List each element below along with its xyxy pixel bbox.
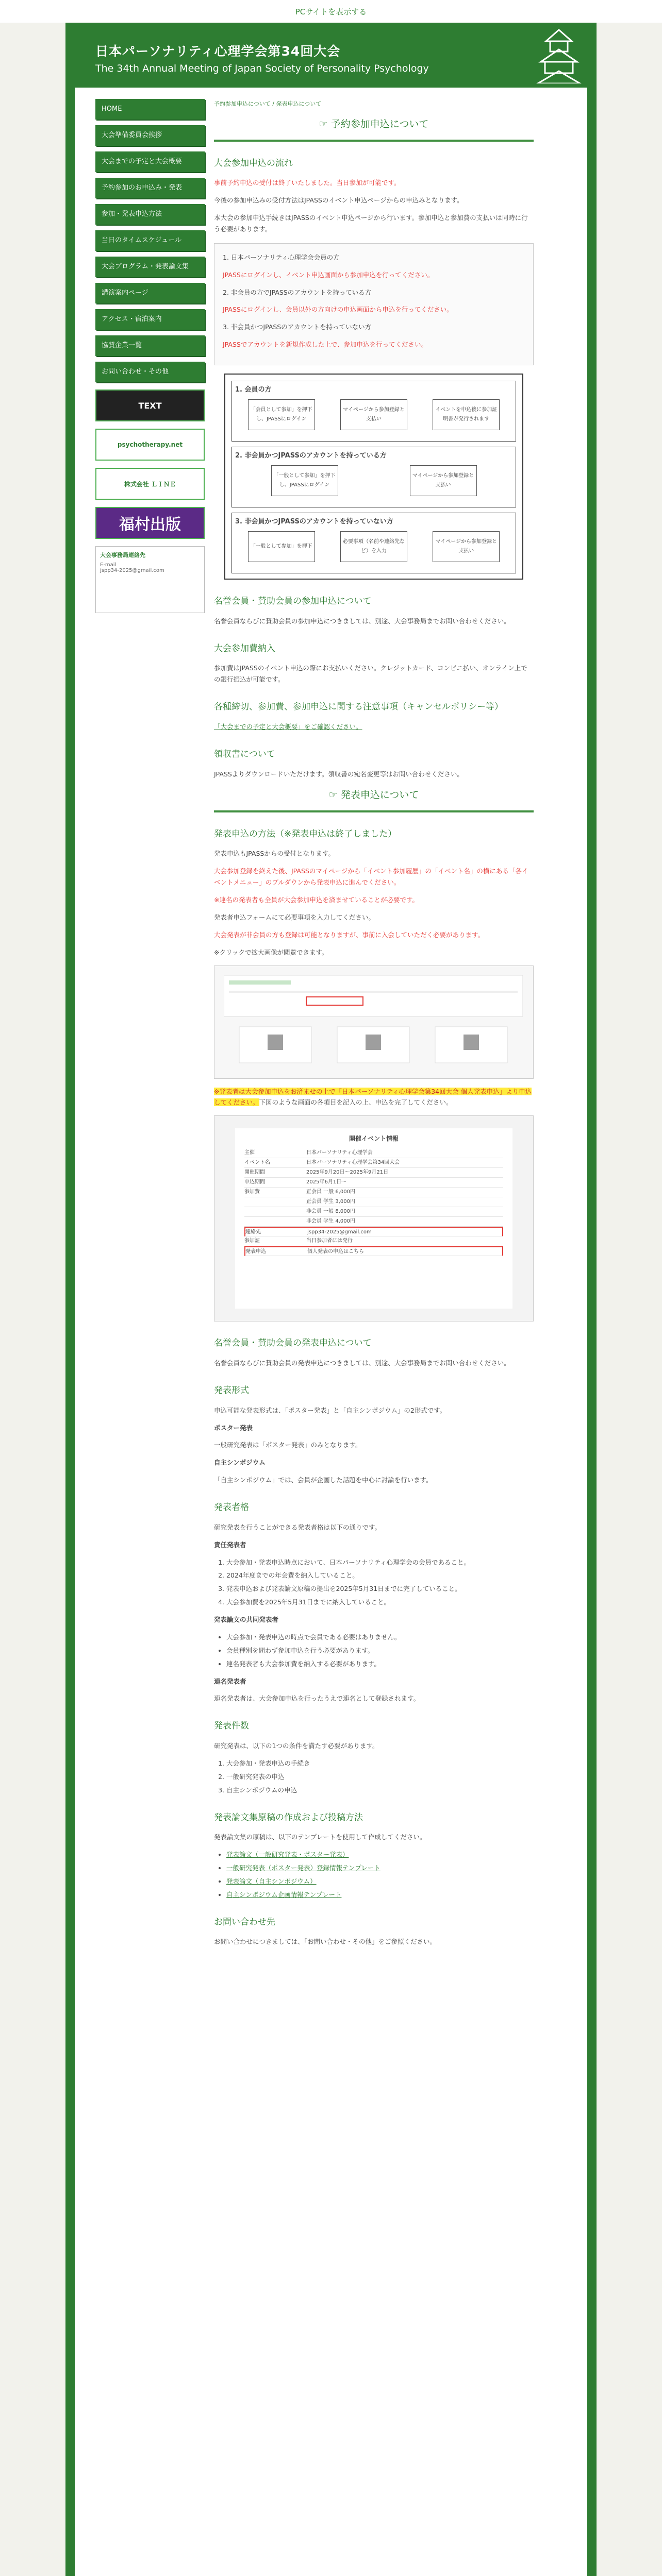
flow-step: 「会員として参加」を押下し、JPASSにログイン bbox=[248, 399, 315, 430]
paragraph: 1. 日本パーソナリティ心理学会会員の方 bbox=[223, 253, 340, 261]
list-item: 2. 一般研究発表の申込 bbox=[226, 1771, 534, 1783]
eligibility-list bbox=[226, 1557, 534, 1608]
template-link[interactable]: 一般研究発表（ポスター発表）登録情報テンプレート bbox=[226, 1864, 380, 1872]
screenshot-image-mypage[interactable] bbox=[214, 965, 534, 1079]
paragraph: 連名発表者は、大会参加申込を行ったうえで連名として登録されます。 bbox=[214, 1694, 420, 1703]
section-heading: 発表形式 bbox=[214, 1385, 249, 1396]
paragraph: 申込可能な発表形式は、「ポスター発表」と「自主シンポジウム」の2形式です。 bbox=[214, 1406, 446, 1414]
section-heading: お問い合わせ先 bbox=[214, 1917, 275, 1927]
list-item: • 連名発表者も大会参加費を納入する必要があります。 bbox=[226, 1658, 534, 1670]
sponsor-banner-fukumura[interactable]: 福村出版 bbox=[95, 507, 205, 539]
paragraph: 名誉会員ならびに賛助会員の参加申込につきましては、別途、大会事務局までお問い合わせください。 bbox=[214, 617, 510, 625]
coauthor-list bbox=[226, 1632, 534, 1670]
paragraph: 3. 非会員かつJPASSのアカウントを持っていない方 bbox=[223, 323, 372, 331]
notice-text: 事前予約申込の受付は終了いたしました。当日参加が可能です。 bbox=[214, 179, 401, 187]
sponsor-banner-text[interactable]: TEXT bbox=[95, 389, 205, 421]
sidebar-item-application-method[interactable]: 参加・発表申込方法 bbox=[95, 204, 205, 225]
mypage-illustration bbox=[224, 975, 523, 1068]
paragraph: 発表者申込フォームにて必要事項を入力してください。 bbox=[214, 913, 375, 921]
contact-info-line: E-mail bbox=[100, 562, 117, 568]
page-title: ☞ 予約参加申込について bbox=[319, 118, 429, 130]
paragraph: 「自主シンポジウム」では、会員が企画した話題を中心に討論を行います。 bbox=[214, 1476, 433, 1484]
topbar bbox=[0, 0, 662, 23]
flow-step: 「一般として参加」を押下し、JPASSにログイン bbox=[271, 465, 338, 496]
template-link[interactable]: 発表論文（一般研究発表・ポスター発表） bbox=[226, 1851, 349, 1859]
sponsor-banner-line[interactable]: 株式会社 ＬＩＮＥ bbox=[95, 468, 205, 500]
paragraph: 参加費はJPASSのイベント申込の際にお支払いください。クレジットカード、コンビニ払い、オンライン上での銀行振込が可能です。 bbox=[214, 664, 527, 684]
paragraph: 発表論文集の原稿は、以下のテンプレートを使用して作成してください。 bbox=[214, 1833, 426, 1841]
paragraph: JPASSよりダウンロードいただけます。領収書の宛名変更等はお問い合わせください。 bbox=[214, 770, 464, 778]
subheading: 責任発表者 bbox=[214, 1540, 246, 1549]
paragraph: 今後の参加申込みの受付方法はJPASSのイベント申込ページからの申込みとなります。 bbox=[214, 196, 464, 205]
schedule-link[interactable]: 「大会までの予定と大会概要」をご確認ください。 bbox=[214, 722, 362, 731]
sidebar-item-pre-registration[interactable]: 予約参加のお申込み・発表 bbox=[95, 178, 205, 198]
sidebar-item-schedule-overview[interactable]: 大会までの予定と大会概要 bbox=[95, 151, 205, 172]
subheading: ポスター発表 bbox=[214, 1423, 253, 1432]
section-title: ☞ 発表申込について bbox=[328, 789, 419, 801]
section-heading: 発表申込の方法（※発表申込は終了しました） bbox=[214, 828, 397, 839]
subheading: 自主シンポジウム bbox=[214, 1459, 266, 1467]
divider bbox=[214, 810, 534, 812]
section-heading: 名誉会員・賛助会員の発表申込について bbox=[214, 1338, 372, 1349]
subheading: 連名発表者 bbox=[214, 1677, 246, 1685]
sidebar-item-program[interactable]: 大会プログラム・発表論文集 bbox=[95, 257, 205, 277]
notice-text: ※連名の発表者も全員が大会参加申込を済ませていることが必要です。 bbox=[214, 896, 419, 904]
section-heading: 大会参加費納入 bbox=[214, 643, 275, 654]
sidebar-item-timetable[interactable]: 当日のタイムスケジュール bbox=[95, 230, 205, 251]
subheading: 発表論文の共同発表者 bbox=[214, 1616, 279, 1623]
screenshot-image-event-info[interactable] bbox=[214, 1115, 534, 1321]
page-frame bbox=[65, 23, 597, 2576]
flow-step: マイページから参加登録と支払い bbox=[340, 399, 407, 430]
flow-step: マイページから参加登録と支払い bbox=[410, 465, 477, 496]
template-link[interactable]: 自主シンポジウム企画情報テンプレート bbox=[226, 1890, 342, 1899]
main-content bbox=[214, 99, 534, 2576]
flow-step: マイページから参加登録と支払い bbox=[433, 531, 500, 562]
flow-step: 必要事項（名前や連絡先など）を入力 bbox=[340, 531, 407, 562]
flow-step: イベントを申込後に参加証明書が発行されます bbox=[433, 399, 500, 430]
paragraph: 2. 非会員の方でJPASSのアカウントを持っている方 bbox=[223, 288, 372, 296]
list-item: 1. 大会参加・発表申込時点において、日本パーソナリティ心理学会の会員であること。 bbox=[226, 1557, 534, 1568]
section-heading: 大会参加申込の流れ bbox=[214, 158, 293, 168]
notice-text: 大会参加登録を終えた後、JPASSのマイページから「イベント参加履歴」の「イベント名」の横にある「各イベントメニュー」のプルダウンから発表申込に進んでください。 bbox=[214, 867, 528, 887]
sidebar-item-contact[interactable]: お問い合わせ・その他 bbox=[95, 362, 205, 382]
paragraph: 研究発表を行うことができる発表者格は以下の通りです。 bbox=[214, 1523, 382, 1531]
sidebar-item-lectures[interactable]: 講演案内ページ bbox=[95, 283, 205, 303]
paragraph: 一般研究発表は「ポスター発表」のみとなります。 bbox=[214, 1441, 362, 1449]
paragraph: 発表申込もJPASSからの受付となります。 bbox=[214, 850, 335, 858]
paragraph bbox=[214, 1086, 534, 1109]
breadcrumb[interactable]: 予約参加申込について / 発表申込について bbox=[214, 100, 322, 107]
paragraph: JPASSでアカウントを新規作成した上で、参加申込を行ってください。 bbox=[223, 341, 427, 349]
list-item: 1. 大会参加・発表申込の手続き bbox=[226, 1758, 534, 1769]
section-heading: 各種締切、参加費、参加申込に関する注意事項（キャンセルポリシー等） bbox=[214, 702, 503, 713]
list-item: 4. 大会参加費を2025年5月31日までに納入していること。 bbox=[226, 1597, 534, 1608]
flow-row-label: 2. 非会員かつJPASSのアカウントを持っている方 bbox=[235, 452, 387, 460]
contact-info-box bbox=[95, 546, 205, 613]
sponsor-banner-psychotherapy[interactable]: psychotherapy.net bbox=[95, 429, 205, 461]
list-item: • 会員種別を問わず参加申込を行う必要があります。 bbox=[226, 1645, 534, 1656]
sidebar-item-access[interactable]: アクセス・宿泊案内 bbox=[95, 309, 205, 330]
section-heading: 名誉会員・賛助会員の参加申込について bbox=[214, 596, 372, 606]
notice-text: 大会発表が非会員の方も登録は可能となりますが、事前に入会していただく必要があります。 bbox=[214, 930, 485, 939]
paragraph: 本大会の参加申込手続きはJPASSのイベント申込ページから行います。参加申込と参加費の支払いは同時に行う必要があります。 bbox=[214, 214, 528, 233]
paragraph: JPASSにログインし、イベント申込画面から参加申込を行ってください。 bbox=[223, 270, 434, 279]
flow-row bbox=[231, 513, 516, 573]
list-item: 3. 自主シンポジウムの申込 bbox=[226, 1785, 534, 1796]
count-list bbox=[226, 1758, 534, 1796]
page-body bbox=[65, 88, 597, 2576]
flow-diagram bbox=[224, 374, 523, 580]
section-heading: 発表件数 bbox=[214, 1721, 249, 1732]
site-title: 日本パーソナリティ心理学会第34回大会 bbox=[95, 44, 341, 59]
paragraph: JPASSにログインし、会員以外の方向けの申込画面から申込を行ってください。 bbox=[223, 306, 453, 314]
flow-row-label: 3. 非会員かつJPASSのアカウントを持っていない方 bbox=[235, 518, 393, 526]
flow-row bbox=[231, 447, 516, 507]
section-heading: 発表者格 bbox=[214, 1502, 249, 1513]
sidebar-item-home[interactable]: HOME bbox=[95, 99, 205, 120]
pc-site-link[interactable]: PCサイトを表示する bbox=[295, 7, 367, 16]
flow-step: 「一般として参加」を押下 bbox=[248, 531, 315, 562]
paragraph-tail: 下図のような画面の各項目を記入の上、申込を完了してください。 bbox=[259, 1098, 453, 1107]
list-item: 2. 2024年度までの年会費を納入していること。 bbox=[226, 1570, 534, 1581]
section-heading: 領収書について bbox=[214, 749, 275, 759]
castle-icon bbox=[536, 26, 582, 83]
list-item: 3. 発表申込および発表論文原稿の提出を2025年5月31日までに完了していること。 bbox=[226, 1583, 534, 1595]
contact-info-line[interactable]: jspp34-2025@gmail.com bbox=[100, 568, 164, 573]
event-info-title: 開催イベント情報 bbox=[349, 1135, 399, 1143]
sidebar-item-greeting[interactable]: 大会準備委員会挨拶 bbox=[95, 125, 205, 146]
section-heading: 発表論文集原稿の作成および投稿方法 bbox=[214, 1812, 363, 1823]
paragraph: 研究発表は、以下の1つの条件を満たす必要があります。 bbox=[214, 1742, 379, 1750]
sidebar-item-sponsors[interactable]: 協賛企業一覧 bbox=[95, 335, 205, 356]
site-header bbox=[65, 23, 597, 88]
divider bbox=[214, 140, 534, 142]
list-item: • 大会参加・発表申込の時点で会員である必要はありません。 bbox=[226, 1632, 534, 1643]
paragraph: お問い合わせにつきましては、「お問い合わせ・その他」をご参照ください。 bbox=[214, 1938, 437, 1946]
event-info-card: 開催イベント情報 主催 日本パーソナリティ心理学会 イベント名 日本パーソナリティ心理学会第34回大会 開催期間 2025年9月20日〜2025年9月21日 申込期間 2025年6月1日〜 参加費 正会員 一般 6,000円 正会員 学生 3,000円 非会員 一般 8,000円 非会員 学生 4,000円 連絡先 jspp34-2025@gmail.com 参加証 当日参加者には発行 発表申込 個人発表の申込はこちら bbox=[235, 1128, 512, 1309]
paragraph: ※クリックで拡大画像が閲覧できます。 bbox=[214, 948, 328, 956]
site-subtitle: The 34th Annual Meeting of Japan Society of Personality Psychology bbox=[95, 63, 429, 74]
template-list bbox=[226, 1849, 534, 1901]
flow-row-label: 1. 会員の方 bbox=[235, 386, 272, 394]
sidebar bbox=[75, 99, 210, 2576]
info-box bbox=[214, 243, 534, 365]
template-link[interactable]: 発表論文（自主シンポジウム） bbox=[226, 1877, 317, 1885]
highlight-notice: ※発表者は大会参加申込をお済ませの上で「日本パーソナリティ心理学会第34回大会 個人発表申込」より申込してください。 bbox=[214, 1087, 532, 1107]
paragraph: 名誉会員ならびに賛助会員の発表申込につきましては、別途、大会事務局までお問い合わせください。 bbox=[214, 1359, 510, 1367]
contact-info-title: 大会事務局連絡先 bbox=[100, 552, 145, 558]
flow-row bbox=[231, 381, 516, 442]
